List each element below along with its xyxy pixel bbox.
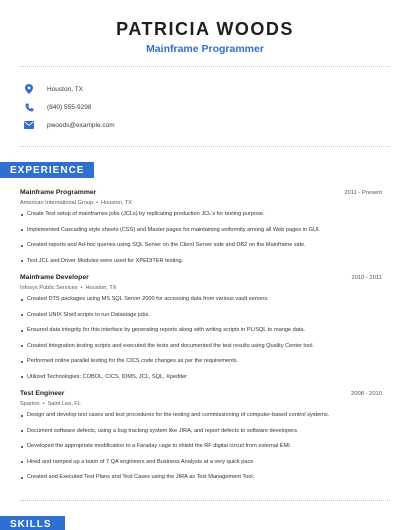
contact-email-text: pwoods@example.com — [47, 121, 115, 129]
job-bullet: Created and Executed Test Plans and Test Cases using the JIRA as Test Management Tool. — [20, 474, 382, 481]
job-title: Test Engineer — [20, 390, 65, 397]
contact-info — [20, 80, 390, 134]
job-bullet: Created reports and Ad-hoc queries using SQL Server on the Client Server side and DB2 on the Mainframe side. — [20, 242, 382, 249]
job-title: Mainframe Programmer — [20, 189, 97, 196]
job-bullets — [20, 211, 382, 265]
job-bullets — [20, 296, 382, 381]
contact-location — [20, 80, 390, 98]
job-bullet: Ensured data integrity for this interface by generating reports along with writing scripts in PL/SQL to mange data. — [20, 327, 382, 334]
job-bullets — [20, 412, 382, 481]
job-entry — [20, 189, 382, 265]
phone-icon — [20, 98, 38, 116]
job-bullet: Design and develop test cases and test procedures for the testing and commissioning of computer-based control systems. — [20, 412, 382, 419]
contact-phone-text: (840) 555-9298 — [47, 103, 92, 111]
job-dates: 2011 - Present — [344, 190, 382, 196]
job-entry — [20, 390, 382, 481]
contact-location-text: Houston, TX — [47, 85, 84, 93]
resume-header — [0, 18, 410, 56]
job-location: Saint Leo, FL — [47, 401, 81, 407]
job-company: Sparton — [20, 401, 40, 407]
job-bullet: Created UNIX Shell scripts to run Datastage jobs. — [20, 312, 382, 319]
job-title: Mainframe Developer — [20, 274, 89, 281]
job-title-heading: Mainframe Programmer — [146, 43, 264, 55]
experience-divider — [20, 500, 390, 501]
job-employer: American International Group • Houston, TX — [20, 200, 133, 206]
job-bullet: Implemented Cascading style sheets (CSS) and Master pages for maintaining uniformity among all Web pages in GUI. — [20, 227, 382, 234]
candidate-name: PATRICIA WOODS — [116, 19, 294, 39]
job-company: Infosys Public Services — [20, 285, 78, 291]
job-employer: Sparton • Saint Leo, FL — [20, 401, 81, 407]
job-location: Houston, TX — [101, 200, 133, 206]
contact-phone — [20, 98, 390, 116]
job-bullet: Created DTS packages using MS SQL Server 2000 for accessing data from various vault servers. — [20, 296, 382, 303]
job-employer: Infosys Public Services • Houston, TX — [20, 285, 117, 291]
job-bullet: Document software defects, using a bug tracking system like JIRA, and report defects to software developers. — [20, 428, 382, 435]
job-bullet: Create Test setup of mainframes jobs (JCLs) by replicating production JCL's for testing purpose. — [20, 211, 382, 218]
job-dates: 2010 - 2011 — [351, 275, 382, 281]
job-bullet: Created Integration testing scripts and executed the tests and documented the test results using Quality Center tool. — [20, 343, 382, 350]
job-entry — [20, 274, 382, 381]
section-header-skills: SKILLS — [0, 516, 65, 530]
header-divider — [20, 66, 390, 67]
job-header — [20, 189, 382, 199]
job-header — [20, 390, 382, 400]
contact-divider — [20, 146, 390, 147]
job-header — [20, 274, 382, 284]
job-location: Houston, TX — [85, 285, 117, 291]
job-bullet: Test JCL and Driver Modules were used for XPEDITER testing. — [20, 258, 382, 265]
location-pin-icon — [20, 80, 38, 98]
section-header-experience: EXPERIENCE — [0, 162, 94, 178]
job-bullet: Hired and ramped up a team of 7 QA engineers and Business Analysts at a very quick pace. — [20, 459, 382, 466]
job-dates: 2008 - 2010 — [351, 391, 382, 397]
contact-email[interactable] — [20, 116, 390, 134]
envelope-icon — [20, 116, 38, 134]
job-bullet: Developed the appropriate modification to a Faraday cage to shield the RF digital circuit from external EMI. — [20, 443, 382, 450]
job-company: American International Group — [20, 200, 94, 206]
job-bullet: Utilized Technologies: COBOL, CICS, IDMS, JCL, SQL, Xpediter — [20, 374, 382, 381]
job-bullet: Performed online parallel testing for the CICS code changes as per the requirements. — [20, 358, 382, 365]
